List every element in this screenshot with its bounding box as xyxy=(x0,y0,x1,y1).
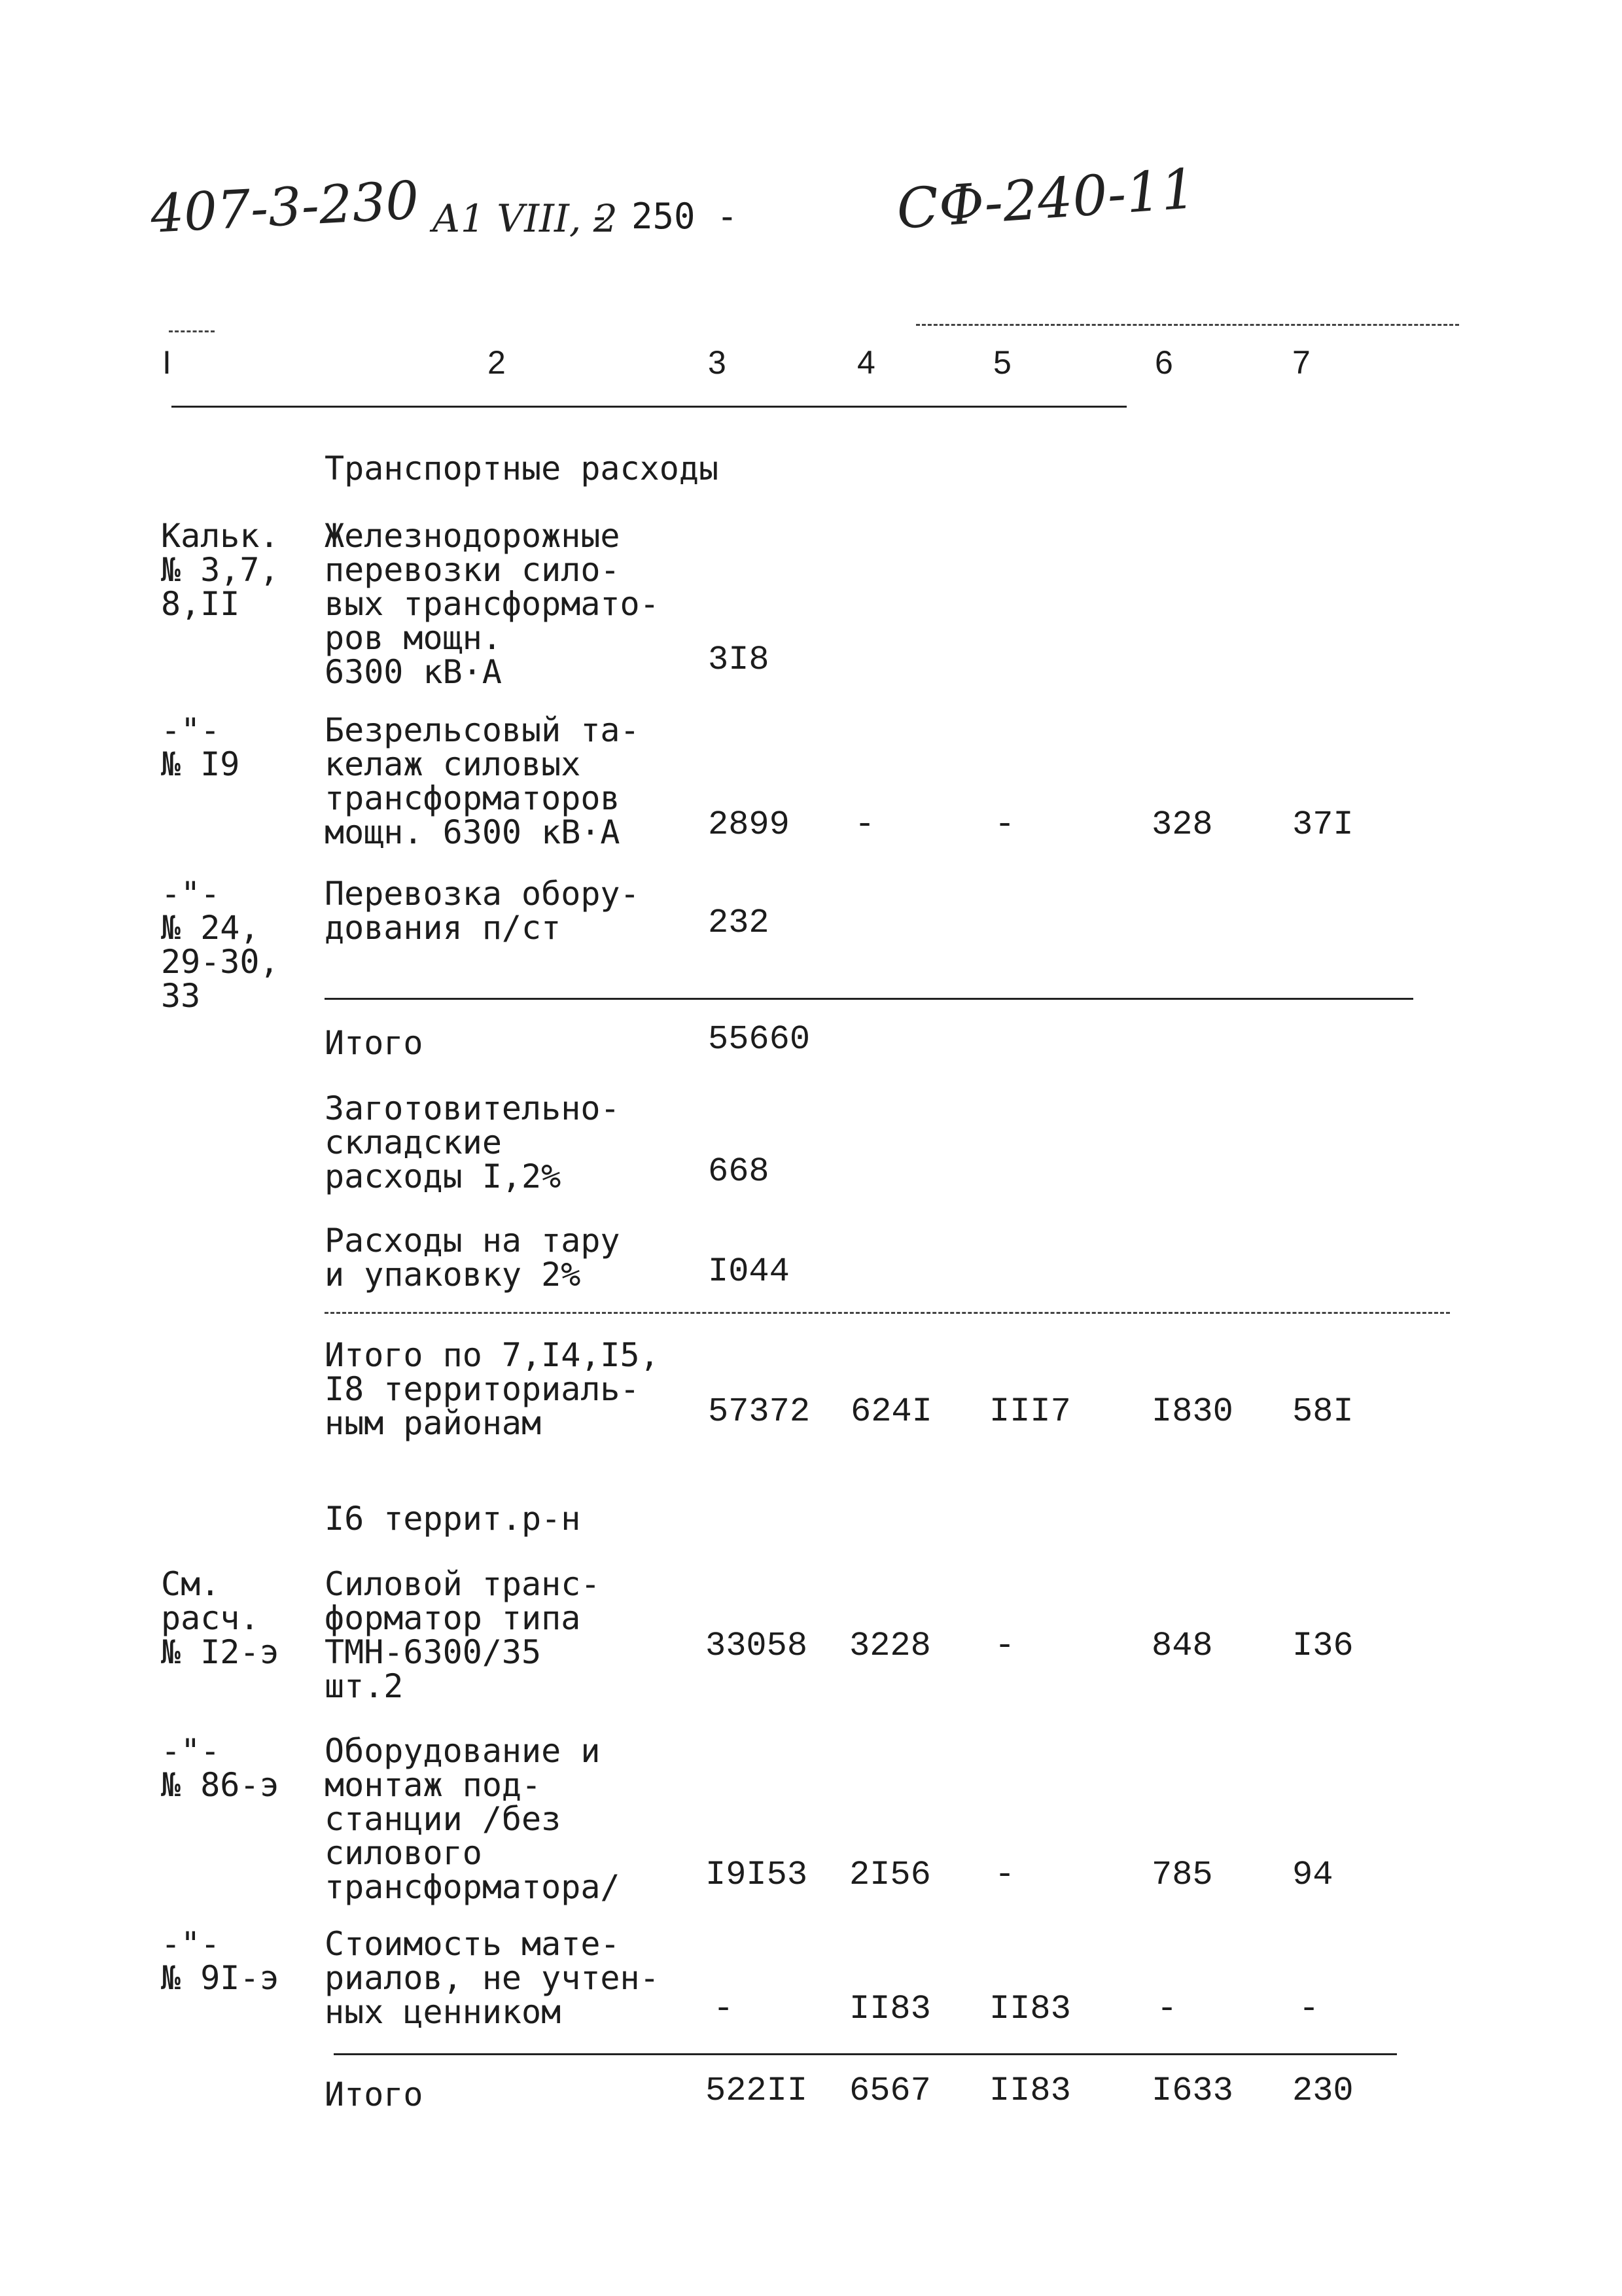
page-number: - 250 - xyxy=(589,196,738,237)
table-row-desc: Безрельсовый та- келаж силовых трансформаторов мощн. 6300 кВ·А xyxy=(325,711,640,851)
table-row-desc: Итого xyxy=(325,1024,423,1062)
table-cell-c7: - xyxy=(1299,1990,1320,2028)
table-cell-c3: 668 xyxy=(708,1152,769,1191)
col-header-3: 3 xyxy=(708,344,726,381)
table-row-ref: См. расч. № I2-э xyxy=(161,1565,279,1671)
table-cell-c3: 57372 xyxy=(708,1392,811,1431)
col-header-4: 4 xyxy=(857,344,875,381)
table-cell-c3: 522II xyxy=(705,2072,808,2110)
col-header-7: 7 xyxy=(1292,344,1311,381)
table-row-desc: Силовой транс- форматор типа ТМН-6300/35 шт.2 xyxy=(325,1565,601,1705)
section-rule xyxy=(334,2053,1397,2055)
table-row-desc: Итого xyxy=(325,2075,423,2113)
table-cell-c3: 33058 xyxy=(705,1627,808,1665)
table-cell-c4: 2I56 xyxy=(849,1856,931,1894)
table-cell-c7: 37I xyxy=(1292,805,1354,844)
doc-code-part: А1 VIII, 2 xyxy=(432,196,618,241)
section-rule xyxy=(325,1312,1450,1314)
section-title-region16: I6 террит.р-н xyxy=(325,1500,581,1538)
table-cell-c4: 3228 xyxy=(849,1627,931,1665)
header-top-rule xyxy=(916,324,1459,326)
col-header-2: 2 xyxy=(487,344,506,381)
header-top-rule-left xyxy=(169,330,215,332)
header-bottom-rule xyxy=(171,406,1127,408)
table-row-ref: -"- № 24, 29-30, 33 xyxy=(161,875,279,1015)
table-cell-c5: - xyxy=(995,805,1015,844)
table-row-desc: Расходы на тару и упаковку 2% xyxy=(325,1222,620,1294)
table-cell-c6: 328 xyxy=(1152,805,1213,844)
table-row-ref: Кальк. № 3,7, 8,II xyxy=(161,517,279,623)
table-row-desc: Железнодорожные перевозки сило- вых трансформато- ров мощн. 6300 кВ·А xyxy=(325,517,660,691)
table-row-desc: Итого по 7,I4,I5, I8 территориаль- ным районам xyxy=(325,1336,660,1442)
table-row-desc: Оборудование и монтаж под- станции /без силового трансформатора/ xyxy=(325,1732,620,1906)
table-row-ref: -"- № I9 xyxy=(161,711,240,783)
table-cell-c4: 624I xyxy=(851,1392,932,1431)
table-cell-c4: 6567 xyxy=(849,2072,931,2110)
table-cell-c3: 232 xyxy=(708,904,769,942)
table-cell-c3: I044 xyxy=(708,1252,790,1291)
table-row-ref: -"- № 9I-э xyxy=(161,1925,279,1997)
table-row-desc: Стоимость мате- риалов, не учтен- ных ценником xyxy=(325,1925,660,2031)
doc-code-left: 407-3-230 xyxy=(149,169,421,245)
section-rule xyxy=(325,998,1413,1000)
table-cell-c7: 58I xyxy=(1292,1392,1354,1431)
col-header-6: 6 xyxy=(1155,344,1173,381)
table-cell-c5: II83 xyxy=(989,1990,1071,2028)
section-title-transport: Транспортные расходы xyxy=(325,450,719,487)
doc-code-right: СФ-240-11 xyxy=(894,156,1198,241)
table-cell-c3: 55660 xyxy=(708,1020,811,1059)
table-cell-c7: I36 xyxy=(1292,1627,1354,1665)
table-cell-c3: I9I53 xyxy=(705,1856,808,1894)
table-row-ref: -"- № 86-э xyxy=(161,1732,279,1804)
table-cell-c6: - xyxy=(1157,1990,1178,2028)
table-cell-c3: 2899 xyxy=(708,805,790,844)
table-cell-c7: 230 xyxy=(1292,2072,1354,2110)
table-row-desc: Заготовительно- складские расходы I,2% xyxy=(325,1089,620,1195)
table-cell-c5: - xyxy=(995,1627,1015,1665)
table-cell-c6: I633 xyxy=(1152,2072,1233,2110)
table-cell-c5: - xyxy=(995,1856,1015,1894)
table-cell-c5: III7 xyxy=(989,1392,1071,1431)
table-cell-c5: II83 xyxy=(989,2072,1071,2110)
table-cell-c7: 94 xyxy=(1292,1856,1333,1894)
table-row-desc: Перевозка обору- дования п/ст xyxy=(325,875,640,947)
table-cell-c6: 848 xyxy=(1152,1627,1213,1665)
table-cell-c3: - xyxy=(713,1990,734,2028)
table-cell-c4: II83 xyxy=(849,1990,931,2028)
table-cell-c6: I830 xyxy=(1152,1392,1233,1431)
table-cell-c4: - xyxy=(855,805,875,844)
col-header-1: I xyxy=(162,344,171,381)
col-header-5: 5 xyxy=(993,344,1012,381)
table-cell-c3: 3I8 xyxy=(708,641,769,679)
table-cell-c6: 785 xyxy=(1152,1856,1213,1894)
